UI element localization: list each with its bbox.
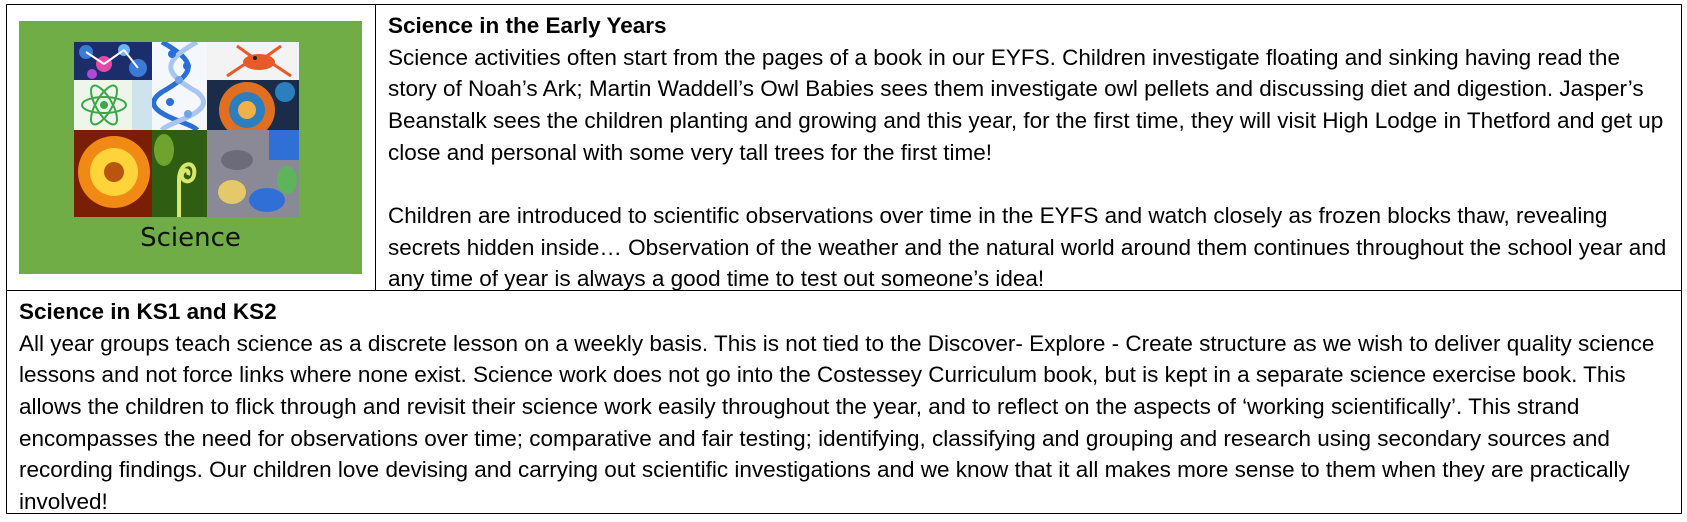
ks1-ks2-paragraph: All year groups teach science as a discrete lesson on a weekly basis. This is not tied to the Discover- Explore - Create structure as we wish to deliver quality science lessons and not force links where none exist. Science work does not go into the Costessey Curriculum book, but is kept in a separate science exercise book. This allows the children to flick through and revisit their science work easily throughout the year, and to reflect on the aspects of ‘working scientifically’. This strand encompasses the need for observations over time; comparative and fair testing; identifying, classifying and grouping and research using secondary sources and recording findings. Our children love devising and carrying out scientific investigations and we know that it all makes more sense to them when they are practically involved!	[19, 330, 1655, 515]
paragraph-spacer	[388, 168, 1671, 200]
content-table	[6, 4, 1682, 514]
fern-spiral-tile	[152, 130, 207, 217]
sunflower-tile	[74, 130, 152, 217]
early-years-paragraph-1: Science activities often start from the pages of a book in our EYFS. Children investigate floating and sinking having read the story of Noah’s Ark; Martin Waddell’s Owl Babies sees them investigate owl pellets and discussing diet and digestion. Jasper’s Beanstalk sees the children planting and growing and this year, for the first time, they will visit High Lodge in Thetford and get up close and personal with some very tall trees for the first time!	[388, 44, 1664, 165]
dna-helix-tile	[152, 42, 207, 130]
ks1-ks2-row	[7, 291, 1681, 513]
science-collage	[74, 42, 299, 217]
early-years-heading: Science in the Early Years	[388, 13, 667, 38]
image-cell	[7, 5, 376, 290]
molecules-tile	[74, 42, 152, 80]
ks1-ks2-heading: Science in KS1 and KS2	[19, 299, 277, 324]
frog-tile	[207, 42, 299, 80]
butterflies-tile	[207, 130, 299, 217]
early-years-cell	[376, 5, 1681, 290]
science-image	[19, 21, 362, 274]
atom-tile	[74, 80, 152, 130]
honeycomb-tile	[207, 80, 299, 130]
early-years-paragraph-2: Children are introduced to scientific observations over time in the EYFS and watch closely as frozen blocks thaw, revealing secrets hidden inside… Observation of the weather and the natural world around them continues throughout the school year and any time of year is always a good time to test out someone’s idea!	[388, 203, 1667, 292]
early-years-row	[7, 5, 1681, 291]
science-label: Science	[140, 223, 241, 253]
